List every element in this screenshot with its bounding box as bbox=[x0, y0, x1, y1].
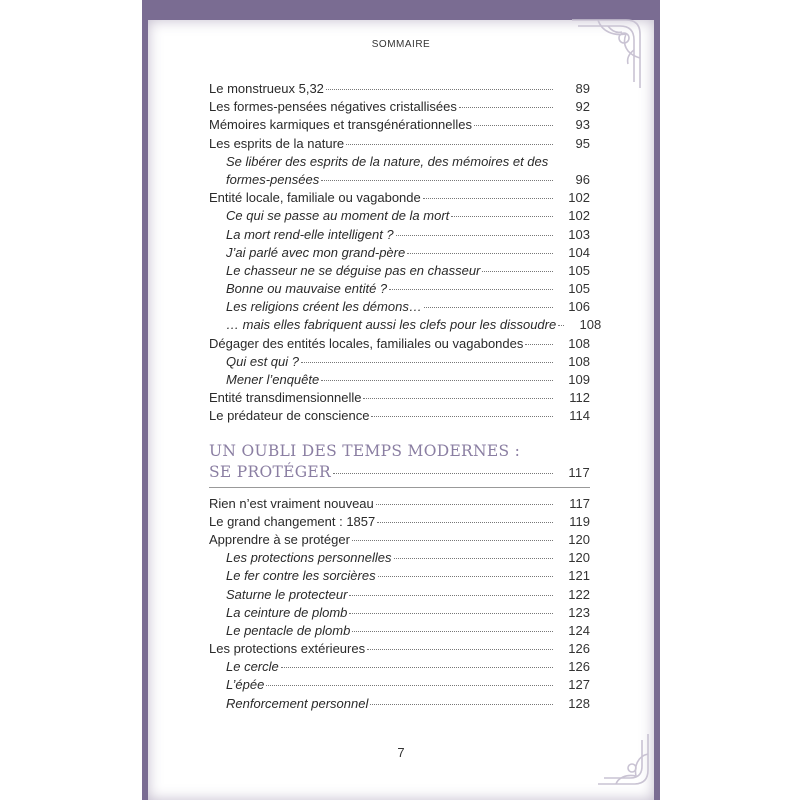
toc-entry-page: 92 bbox=[575, 99, 590, 115]
dot-leader bbox=[389, 289, 553, 290]
toc-entry[interactable] bbox=[209, 677, 590, 695]
toc-entry-page: 119 bbox=[569, 513, 590, 529]
toc-entry-page: 112 bbox=[569, 390, 590, 406]
toc-entry-page: 104 bbox=[568, 244, 590, 260]
toc-entry-label: Le grand changement : 1857 bbox=[209, 513, 376, 529]
toc-entry-label: Le monstrueux 5,32 bbox=[209, 81, 324, 96]
toc-entry-label: La ceinture de plomb bbox=[226, 604, 348, 620]
toc-entry-page: 117 bbox=[569, 495, 590, 511]
dot-leader bbox=[451, 216, 553, 217]
toc-entry[interactable] bbox=[209, 623, 590, 641]
dot-leader bbox=[352, 540, 553, 541]
dot-leader bbox=[459, 107, 553, 108]
dot-leader bbox=[349, 595, 553, 596]
toc-entry[interactable] bbox=[209, 408, 590, 426]
toc-entry-page: 124 bbox=[568, 622, 590, 638]
toc-entry-page: 123 bbox=[568, 604, 590, 620]
toc-entry[interactable] bbox=[209, 281, 590, 299]
toc-entry-page: 102 bbox=[568, 190, 590, 206]
toc-entry[interactable] bbox=[209, 354, 590, 372]
dot-leader bbox=[378, 576, 553, 577]
toc-entry[interactable] bbox=[209, 190, 590, 208]
toc-entry[interactable] bbox=[209, 299, 590, 317]
toc-entry-page: 95 bbox=[575, 135, 590, 151]
section-title-line1: UN OUBLI DES TEMPS MODERNES : bbox=[209, 441, 521, 460]
toc-entry-label: Mener l’enquête bbox=[226, 372, 320, 387]
toc-entry-label: Rien n’est vraiment nouveau bbox=[209, 495, 374, 511]
toc-entry-page: 108 bbox=[568, 335, 590, 351]
dot-leader bbox=[376, 504, 553, 505]
dot-leader bbox=[482, 271, 553, 272]
toc-entry[interactable] bbox=[209, 227, 590, 245]
toc-entry[interactable] bbox=[209, 372, 590, 390]
toc-entry-page: 114 bbox=[569, 408, 590, 424]
dot-leader bbox=[396, 235, 553, 236]
toc-entry-page: 105 bbox=[568, 262, 590, 278]
toc-entry[interactable] bbox=[209, 514, 590, 532]
toc-entry[interactable] bbox=[209, 99, 590, 117]
toc-entry-label: Mémoires karmiques et transgénérationnelles bbox=[209, 117, 473, 133]
toc-entry-page: 120 bbox=[568, 550, 590, 566]
toc-entry-label: Saturne le protecteur bbox=[226, 586, 348, 602]
toc-entry-page: 108 bbox=[568, 353, 590, 369]
toc-entry-page: 126 bbox=[568, 641, 590, 657]
dot-leader bbox=[301, 362, 553, 363]
toc-entry-page: 93 bbox=[575, 117, 590, 133]
dot-leader bbox=[326, 89, 553, 90]
toc-entry-page: 126 bbox=[568, 659, 590, 675]
toc-entry-page: 120 bbox=[568, 531, 590, 547]
toc-entry-page: 127 bbox=[568, 677, 590, 693]
toc-entry-label: Apprendre à se protéger bbox=[209, 531, 350, 547]
toc-entry[interactable] bbox=[209, 587, 590, 605]
toc-entry-label-line1: Se libérer des esprits de la nature, des mémoires et des bbox=[226, 153, 549, 169]
toc-entry-page: 108 bbox=[579, 317, 602, 333]
toc-entry[interactable] bbox=[209, 117, 590, 135]
dot-leader bbox=[321, 180, 553, 181]
toc-entry-label: Entité locale, familiale ou vagabonde bbox=[209, 190, 421, 206]
toc-entry-label: Dégager des entités locales, familiales ou vagabondes bbox=[209, 335, 524, 351]
toc-entry-page: 102 bbox=[568, 208, 590, 224]
dot-leader bbox=[424, 307, 553, 308]
toc-entry-label: Entité transdimensionnelle bbox=[209, 390, 362, 406]
corner-flourish-icon bbox=[594, 730, 654, 790]
toc-entry[interactable] bbox=[209, 605, 590, 623]
toc-entry[interactable] bbox=[209, 245, 590, 263]
toc-entry-label: Renforcement personnel bbox=[226, 695, 369, 711]
dot-leader bbox=[377, 522, 553, 523]
toc-entry[interactable] bbox=[209, 696, 590, 714]
toc-entry-label: Le prédateur de conscience bbox=[209, 408, 370, 424]
toc-entry-wrapped[interactable] bbox=[209, 154, 590, 190]
toc-entry-page: 122 bbox=[568, 586, 590, 602]
toc-entry[interactable] bbox=[209, 81, 590, 99]
toc-entry-page: 96 bbox=[575, 171, 590, 187]
toc-entry-label: Bonne ou mauvaise entité ? bbox=[226, 281, 388, 297]
dot-leader bbox=[352, 631, 553, 632]
toc-entry[interactable] bbox=[209, 532, 590, 550]
dot-leader bbox=[333, 473, 553, 474]
toc-entry-label: Qui est qui ? bbox=[226, 353, 299, 369]
toc-entry[interactable] bbox=[209, 659, 590, 677]
toc-entry-label: Les protections extérieures bbox=[209, 641, 366, 657]
dot-leader bbox=[394, 558, 554, 559]
toc-entry-page: 89 bbox=[575, 81, 590, 96]
toc-entry[interactable] bbox=[209, 390, 590, 408]
running-head: SOMMAIRE bbox=[371, 39, 431, 50]
toc-entry-page: 121 bbox=[568, 568, 590, 584]
toc-entry[interactable] bbox=[209, 263, 590, 281]
toc-entry[interactable] bbox=[209, 641, 590, 659]
dot-leader bbox=[371, 416, 553, 417]
toc-entry[interactable] bbox=[209, 550, 590, 568]
dot-leader bbox=[558, 325, 564, 326]
toc-entry-page: 128 bbox=[568, 695, 590, 711]
toc-entry-label: Les religions créent les démons… bbox=[226, 299, 422, 315]
dot-leader bbox=[474, 125, 553, 126]
dot-leader bbox=[367, 649, 553, 650]
toc-entry[interactable] bbox=[209, 136, 590, 154]
toc-entry-label: L’épée bbox=[226, 677, 265, 693]
toc-entry-label: Les protections personnelles bbox=[226, 550, 392, 566]
dot-leader bbox=[321, 380, 553, 381]
dot-leader bbox=[525, 344, 553, 345]
section-page: 117 bbox=[568, 464, 590, 480]
toc-entry-label: … mais elles fabriquent aussi les clefs pour les dissoudre bbox=[226, 317, 557, 333]
toc-entry-label: Le chasseur ne se déguise pas en chasseur bbox=[226, 262, 481, 278]
toc-entry-page: 106 bbox=[568, 299, 590, 315]
toc-entry[interactable] bbox=[209, 496, 590, 514]
toc-entry-label: Les esprits de la nature bbox=[209, 135, 345, 151]
section-divider bbox=[209, 487, 590, 488]
toc-entry-page: 109 bbox=[568, 372, 590, 387]
toc-entry-label: Les formes-pensées négatives cristallisées bbox=[209, 99, 457, 115]
table-of-contents bbox=[209, 81, 602, 714]
dot-leader bbox=[423, 198, 553, 199]
dot-leader bbox=[281, 667, 553, 668]
toc-entry-page: 105 bbox=[568, 281, 590, 297]
dot-leader bbox=[346, 144, 553, 145]
section-title-line2: SE PROTÉGER bbox=[209, 462, 331, 481]
dot-leader bbox=[370, 704, 553, 705]
dot-leader bbox=[266, 685, 553, 686]
dot-leader bbox=[349, 613, 553, 614]
toc-entry-page: 103 bbox=[568, 226, 590, 242]
toc-entry-label: J’ai parlé avec mon grand-père bbox=[226, 244, 406, 260]
section-heading[interactable] bbox=[209, 442, 590, 481]
toc-entry-label: Le cercle bbox=[226, 659, 279, 675]
toc-entry-label: Le fer contre les sorcières bbox=[226, 568, 376, 584]
toc-entry-label: La mort rend-elle intelligent ? bbox=[226, 226, 394, 242]
page-number: 7 bbox=[397, 745, 405, 760]
toc-entry-label: Ce qui se passe au moment de la mort bbox=[226, 208, 450, 224]
dot-leader bbox=[407, 253, 553, 254]
toc-entry[interactable] bbox=[209, 208, 590, 226]
toc-entry-label: Le pentacle de plomb bbox=[226, 622, 351, 638]
toc-entry[interactable] bbox=[209, 336, 590, 354]
toc-entry-label-line2: formes-pensées bbox=[226, 171, 320, 187]
toc-entry[interactable] bbox=[209, 317, 602, 335]
toc-entry[interactable] bbox=[209, 568, 590, 586]
dot-leader bbox=[363, 398, 553, 399]
